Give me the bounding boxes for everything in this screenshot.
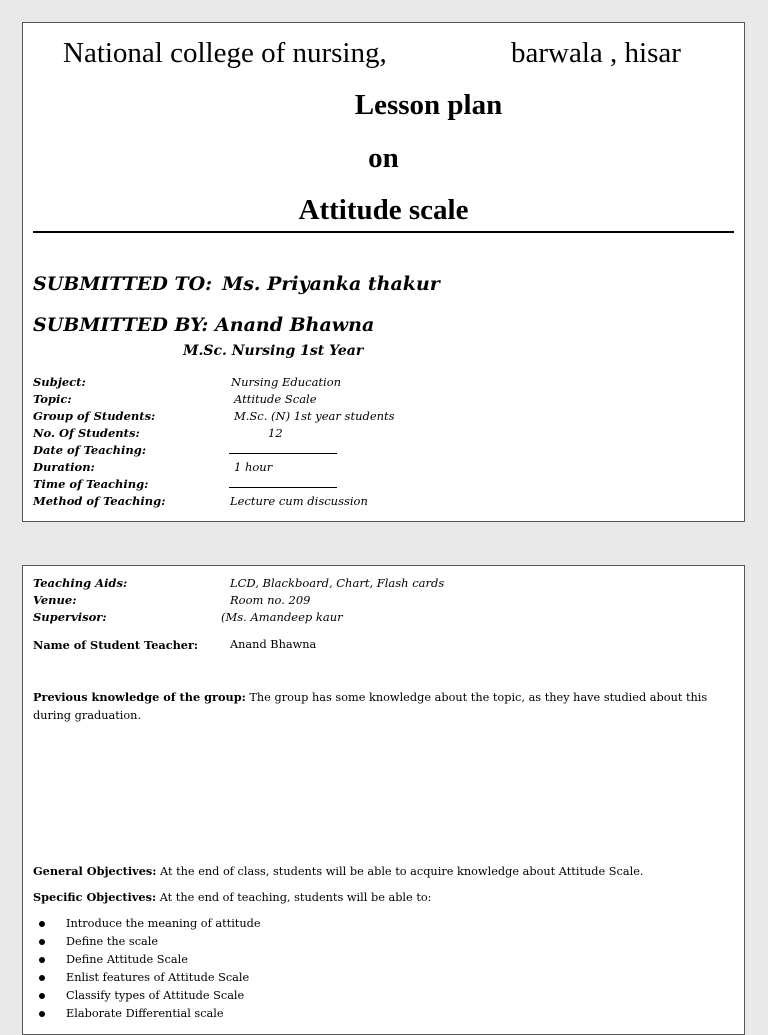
college-location: barwala , hisar [511, 37, 681, 69]
specific-objectives-text: At the end of teaching, students will be able to: [159, 891, 432, 904]
general-objectives-label: General Objectives: [33, 864, 157, 878]
time-blank [229, 476, 337, 488]
submitted-to-label: SUBMITTED TO: [33, 273, 213, 295]
specific-objectives [33, 888, 728, 907]
submitted-by-name: Anand Bhawna [215, 314, 375, 336]
lesson-plan-title: Lesson plan [354, 89, 503, 121]
previous-knowledge-text: The group has some knowledge about the topic, as they have studied about this during graduation. [33, 691, 708, 722]
header-divider [33, 231, 734, 233]
page-2: Teaching Aids: LCD, Blackboard, Chart, Flash cards Venue: Room no. 209 Supervisor: (Ms. Amandeep kaur Name of Student Teacher: Anand Bhawna Previous knowledge of the group: The group has some knowledge about the topic, as they have studied about this during graduation. General Objectives: At the end of class, students will be able to acquire knowledge about Attitude Scale. Specific Objectives: At the end of teaching, students will be able to: Introduce the meaning of attitude Define the scale Define Attitude Scale Enlist features of Attitude Scale Classify types of Attitude Scale Elaborate Differential scale [22, 565, 745, 1035]
list-item: Classify types of Attitude Scale [33, 987, 261, 1005]
list-item: Define the scale [33, 933, 261, 951]
submitted-by-label: SUBMITTED BY: [33, 314, 209, 336]
page-1: National college of nursing, barwala , hisar Lesson plan on Attitude scale SUBMITTED TO: Ms. Priyanka thakur SUBMITTED BY: Anand Bhawna M.Sc. Nursing 1st Year Subject: Nursing Education Topic: Attitude Scale Group of Students: M.Sc. (N) 1st year students No. Of Students: 12 Date of Teaching: Duration: 1 hour Time of Teaching: Method of Teaching: Lecture cum discussion [22, 22, 745, 522]
submitted-to [33, 273, 440, 295]
lesson-topic-title: Attitude scale [298, 194, 469, 226]
list-item: Elaborate Differential scale [33, 1005, 261, 1023]
title-on: on [368, 142, 399, 174]
student-teacher-label: Name of Student Teacher: [33, 638, 199, 652]
submitted-by [33, 314, 374, 336]
submitted-to-name: Ms. Priyanka thakur [222, 273, 440, 295]
student-teacher-name: Anand Bhawna [230, 638, 317, 651]
specific-objectives-label: Specific Objectives: [33, 890, 157, 904]
student-teacher [33, 636, 728, 655]
list-item: Enlist features of Attitude Scale [33, 969, 261, 987]
list-item: Define Attitude Scale [33, 951, 261, 969]
college-name: National college of nursing, [63, 37, 387, 69]
previous-knowledge-label: Previous knowledge of the group: [33, 690, 246, 704]
list-item: Introduce the meaning of attitude [33, 915, 261, 933]
objectives-list [33, 915, 261, 1023]
general-objectives [33, 862, 728, 881]
date-blank [229, 442, 337, 454]
course-year: M.Sc. Nursing 1st Year [183, 343, 364, 359]
previous-knowledge [33, 688, 728, 725]
general-objectives-text: At the end of class, students will be able to acquire knowledge about Attitude Scale. [160, 865, 644, 878]
